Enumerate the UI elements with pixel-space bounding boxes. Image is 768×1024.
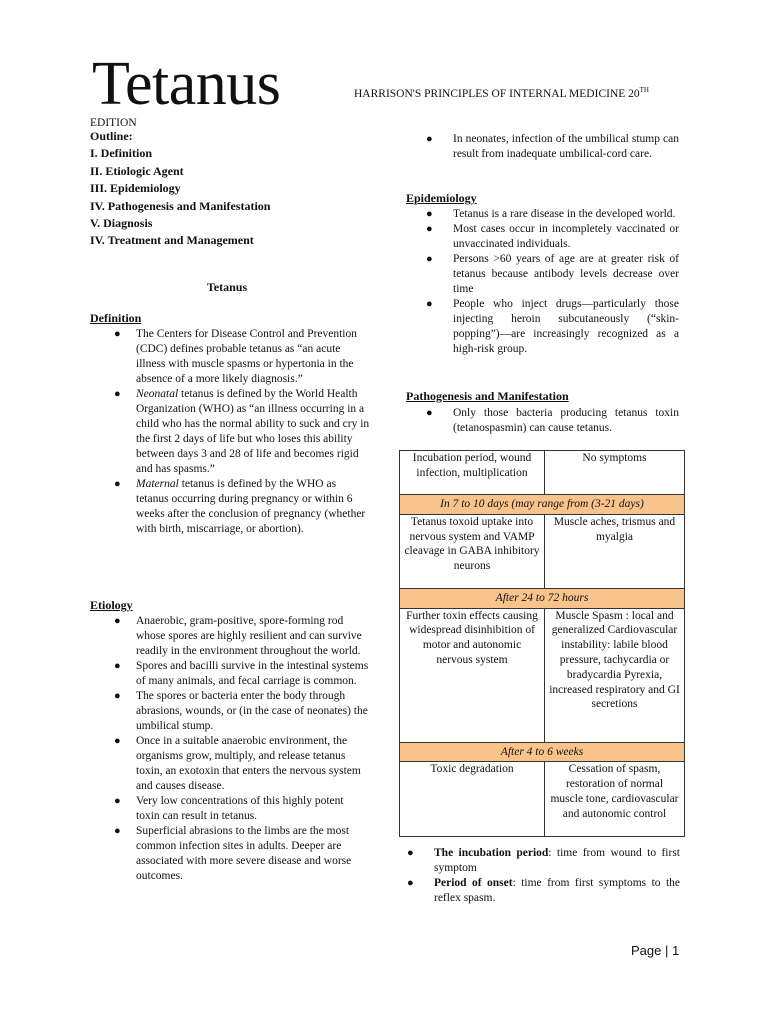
item-text: Tetanus is a rare disease in the developed world. — [453, 208, 676, 220]
list-item — [90, 477, 370, 537]
list-item — [384, 846, 680, 876]
table-cell: Muscle aches, trismus and myalgia — [545, 514, 685, 588]
item-text: Very low concentrations of this highly potent toxin can result in tetanus. — [136, 795, 344, 822]
bullet-icon: ● — [426, 407, 433, 419]
definition-heading: Definition — [90, 311, 142, 325]
bullet-icon: ● — [114, 615, 121, 627]
table-row — [400, 451, 685, 495]
page-title: Tetanus — [92, 50, 281, 118]
table-cell: Toxic degradation — [400, 762, 545, 837]
list-item — [90, 327, 370, 387]
table-row — [400, 608, 685, 742]
item-text: : time from first symptoms to the reflex spasm. — [434, 877, 681, 904]
bullet-icon: ● — [426, 208, 433, 220]
bullet-icon: ● — [114, 328, 121, 340]
bullet-icon: ● — [426, 253, 433, 265]
epidemiology-list — [403, 207, 679, 357]
table-cell: Further toxin effects causing widespread disinhibition of motor and autonomic nervous system — [400, 608, 545, 742]
table-band-row — [400, 495, 685, 515]
bullet-icon: ● — [114, 478, 121, 490]
book-name: HARRISON'S PRINCIPLES OF INTERNAL MEDICINE 20 — [354, 88, 640, 100]
item-text: The spores or bacteria enter the body through abrasions, wounds, or (in the case of neonates) the umbilical stump. — [136, 690, 368, 732]
book-superscript: TH — [639, 86, 649, 94]
bullet-icon: ● — [407, 847, 414, 859]
table-cell: Incubation period, wound infection, multiplication — [400, 451, 545, 495]
item-text: Spores and bacilli survive in the intestinal systems of many animals, and fecal carriage is common. — [136, 660, 369, 687]
list-item — [403, 222, 679, 252]
table-band-row — [400, 588, 685, 608]
table-row — [400, 514, 685, 588]
item-text: tetanus is defined by the WHO as tetanus occurring during pregnancy or within 6 weeks after the conclusion of pregnancy (whether with birth, miscarriage, or abortion). — [136, 478, 366, 535]
bullet-icon: ● — [114, 735, 121, 747]
bullet-icon: ● — [426, 223, 433, 235]
section-title: Tetanus — [206, 280, 248, 294]
list-item — [90, 614, 370, 659]
list-item — [90, 824, 370, 884]
band-cell: After 4 to 6 weeks — [400, 742, 685, 762]
item-text: People who inject drugs—particularly those injecting heroin subcutaneously (“skin-popping”)—are increasingly recognized as a high-risk group. — [453, 298, 679, 355]
list-item — [384, 876, 680, 906]
etiology-heading: Etiology — [90, 598, 133, 612]
item-text: tetanus is defined by the World Health Organization (WHO) as “an illness occurring in a child who has the normal ability to suck and cry in the first 2 days of life but who loses this ability between days 3 and 28 of life and becomes rigid and has spasms.” — [136, 388, 370, 475]
outline-item: I. Definition — [90, 146, 153, 161]
item-text: In neonates, infection of the umbilical stump can result from inadequate umbilical-cord care. — [453, 133, 679, 160]
item-text: Superficial abrasions to the limbs are the most common infection sites in adults. Deeper are associated with more severe disease and worse outcomes. — [136, 825, 352, 882]
bullet-icon: ● — [114, 690, 121, 702]
list-item — [90, 387, 370, 477]
outline-item: IV. Pathogenesis and Manifestation — [90, 198, 271, 213]
outline-item: V. Diagnosis — [90, 216, 153, 231]
list-item — [403, 207, 679, 222]
table-cell: Tetanus toxoid uptake into nervous system and VAMP cleavage in GABA inhibitory neurons — [400, 514, 545, 588]
table-row — [400, 762, 685, 837]
item-text: The Centers for Disease Control and Prevention (CDC) defines probable tetanus as “an acute illness with muscle spasms or hypertonia in the absence of a more likely diagnosis.” — [136, 328, 357, 385]
item-text: Only those bacteria producing tetanus toxin (tetanospasmin) can cause tetanus. — [453, 407, 679, 434]
item-text: Once in a suitable anaerobic environment, the organisms grow, multiply, and release tetanus toxin, an exotoxin that enters the nervous system and causes disease. — [136, 735, 361, 792]
pathogenesis-heading: Pathogenesis and Manifestation — [406, 389, 569, 403]
item-term: Period of onset — [434, 877, 513, 889]
bullet-icon: ● — [114, 660, 121, 672]
outline-item: II. Etiologic Agent — [90, 163, 184, 178]
table-band-row — [400, 742, 685, 762]
notes-list — [384, 846, 680, 906]
band-cell: In 7 to 10 days (may range from (3-21 days) — [400, 495, 685, 515]
pathogenesis-list — [403, 406, 679, 436]
edition-label: EDITION — [90, 117, 137, 129]
table-cell: Cessation of spasm, restoration of normal muscle tone, cardiovascular and autonomic control — [545, 762, 685, 837]
timeline-table — [399, 450, 685, 837]
definition-list — [90, 327, 370, 537]
bullet-icon: ● — [114, 388, 121, 400]
list-item — [90, 659, 370, 689]
item-term: Maternal — [136, 478, 179, 490]
list-item — [403, 406, 679, 436]
list-item — [403, 132, 679, 162]
item-text: Anaerobic, gram-positive, spore-forming rod whose spores are highly resilient and can survive readily in the environment throughout the world. — [136, 615, 362, 657]
etiology-list — [90, 614, 370, 884]
band-cell: After 24 to 72 hours — [400, 588, 685, 608]
list-item — [403, 252, 679, 297]
outline-item: III. Epidemiology — [90, 181, 181, 196]
epidemiology-heading: Epidemiology — [406, 191, 477, 205]
bullet-icon: ● — [114, 825, 121, 837]
table-cell: No symptoms — [545, 451, 685, 495]
item-text: Persons >60 years of age are at greater risk of tetanus because antibody levels decrease over time — [453, 253, 679, 295]
book-title — [354, 88, 649, 100]
list-item — [403, 297, 679, 357]
list-item — [90, 794, 370, 824]
outline-item: IV. Treatment and Management — [90, 233, 254, 248]
list-item — [90, 689, 370, 734]
continued-list — [403, 132, 679, 162]
item-term: Neonatal — [136, 388, 179, 400]
item-text: Most cases occur in incompletely vaccinated or unvaccinated individuals. — [453, 223, 679, 250]
bullet-icon: ● — [114, 795, 121, 807]
outline — [90, 128, 270, 250]
page-number: Page | 1 — [631, 943, 680, 958]
outline-heading: Outline: — [90, 129, 133, 143]
item-term: The incubation period — [434, 847, 549, 859]
bullet-icon: ● — [407, 877, 414, 889]
item-text: : time from wound to first symptom — [434, 847, 680, 874]
table-cell: Muscle Spasm : local and generalized Cardiovascular instability: labile blood pressure, tachycardia or bradycardia Pyrexia, increased respiratory and GI secretions — [545, 608, 685, 742]
bullet-icon: ● — [426, 298, 433, 310]
bullet-icon: ● — [426, 133, 433, 145]
list-item — [90, 734, 370, 794]
